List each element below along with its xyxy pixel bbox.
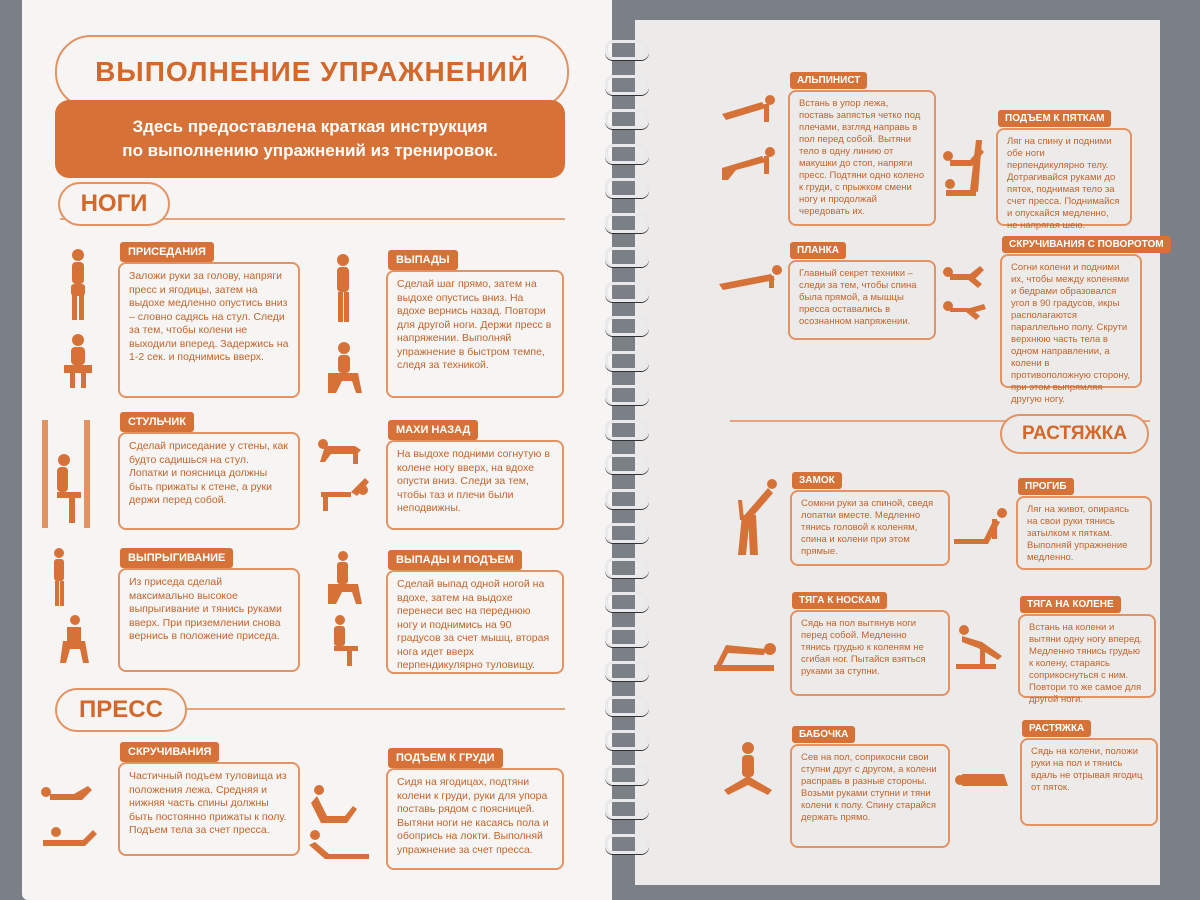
knee-chest-figure-icon <box>305 780 375 870</box>
climber-figure-icon <box>718 90 778 190</box>
stretch-exercise-title: РАСТЯЖКА <box>1022 720 1091 737</box>
spiral-coil <box>605 661 649 681</box>
spiral-coil <box>605 799 649 819</box>
knee-chest-description: Сидя на ягодицах, подтяни колени к груди, руки для упора поставь рядом с поясницей. Вытяни ноги не касаясь пола и обопрись на локти. Выполняй упражнение за счет пресса. <box>386 768 564 870</box>
spiral-coil <box>605 592 649 612</box>
toes-figure-icon <box>712 635 782 675</box>
spiral-coil <box>605 765 649 785</box>
spiral-coil <box>605 489 649 509</box>
spiral-coil <box>605 420 649 440</box>
heel-lift-title: ПОДЪЕМ К ПЯТКАМ <box>998 110 1111 127</box>
butterfly-description: Сев на пол, соприкосни свои ступни друг с другом, а колени расправь в разные стороны. Возьми руками ступни и тяни колени к полу. Спину старайся держать прямо. <box>790 744 950 848</box>
lunge-lift-title: ВЫПАДЫ И ПОДЪЕМ <box>388 550 522 570</box>
jump-figure-icon <box>45 545 95 670</box>
chair-title: СТУЛЬЧИК <box>120 412 194 432</box>
butterfly-title: БАБОЧКА <box>792 726 855 743</box>
spiral-coil <box>605 696 649 716</box>
bend-description: Ляг на живот, опираясь на свои руки тянись затылком к пяткам. Выполняй упражнение медленно. <box>1016 496 1152 570</box>
jump-description: Из приседа сделай максимально высокое выпрыгивание и тянись руками вверх. При приземлении снова вернись в положение приседа. <box>118 568 300 672</box>
spiral-coil <box>605 213 649 233</box>
kickbacks-description: На выдохе подними согнутую в колене ногу вверх, на вдохе опусти вниз. Следи за тем, чтобы таз и плечи были неподвижны. <box>386 440 564 530</box>
wall-sit-figure-icon <box>40 420 100 530</box>
spiral-binding <box>605 40 645 880</box>
plank-description: Главный секрет техники – следи за тем, чтобы спина была прямой, а мышцы пресса оставались в осознанном напряжении. <box>788 260 936 340</box>
spiral-coil <box>605 75 649 95</box>
plank-title: ПЛАНКА <box>790 242 846 259</box>
lock-figure-icon <box>728 470 780 560</box>
page-title: ВЫПОЛНЕНИЕ УПРАЖНЕНИЙ <box>55 35 569 109</box>
kickback-figure-icon <box>315 430 375 520</box>
kickbacks-title: МАХИ НАЗАД <box>388 420 478 440</box>
crunch-figure-icon <box>38 780 108 860</box>
spiral-coil <box>605 316 649 336</box>
bend-figure-icon <box>952 505 1012 545</box>
spiral-coil <box>605 523 649 543</box>
spiral-coil <box>605 109 649 129</box>
twist-description: Согни колени и подними их, чтобы между коленями и бедрами образовался угол в 90 градусов, икры располагаются параллельно полу. Скрути верхнюю часть тела в одном направлении, а колени в противоположную сторону, при этом выпрямляя другую ногу. <box>1000 254 1142 388</box>
heel-lift-figure-icon <box>940 130 992 220</box>
jump-title: ВЫПРЫГИВАНИЕ <box>120 548 233 568</box>
intro-line-2: по выполнению упражнений из тренировок. <box>122 141 498 160</box>
stretch-exercise-description: Сядь на колени, положи руки на пол и тянись вдаль не отрывая ягодиц от пяток. <box>1020 738 1158 826</box>
spiral-coil <box>605 282 649 302</box>
knee-pull-description: Встань на колени и вытяни одну ногу вперед. Медленно тянись грудью к колену, стараясь соприкоснуться с ним. Повтори то же самое для другой ноги. <box>1018 614 1156 698</box>
spiral-coil <box>605 247 649 267</box>
twist-figure-icon <box>940 260 992 330</box>
section-stretch: РАСТЯЖКА <box>1000 414 1149 454</box>
squat-figure-icon <box>58 245 98 395</box>
knee-chest-title: ПОДЪЕМ К ГРУДИ <box>388 748 503 768</box>
knee-pull-title: ТЯГА НА КОЛЕНЕ <box>1020 596 1121 613</box>
section-legs: НОГИ <box>58 182 170 226</box>
lunges-title: ВЫПАДЫ <box>388 250 458 270</box>
twist-title: СКРУЧИВАНИЯ С ПОВОРОТОМ <box>1002 236 1171 253</box>
lunges-description: Сделай шаг прямо, затем на выдохе опустись вниз. На вдохе вернись назад. Повтори для другой ноги. Держи пресс в напряжении. Выполняй упражнение в быстром темпе, следя за техникой. <box>386 270 564 398</box>
spiral-coil <box>605 627 649 647</box>
crunches-title: СКРУЧИВАНИЯ <box>120 742 219 762</box>
lunge-figure-icon <box>318 250 368 400</box>
climber-title: АЛЬПИНИСТ <box>790 72 867 89</box>
squats-title: ПРИСЕДАНИЯ <box>120 242 214 262</box>
crunches-description: Частичный подъем туловища из положения лежа. Средняя и нижняя часть спины должны быть постоянно прижаты к полу. Подъем тела за счет пресса. <box>118 762 300 856</box>
spiral-coil <box>605 454 649 474</box>
spiral-coil <box>605 351 649 371</box>
child-pose-figure-icon <box>952 760 1012 790</box>
spiral-coil <box>605 144 649 164</box>
heel-lift-description: Ляг на спину и подними обе ноги перпендикулярно телу. Дотрагивайся руками до пяток, поднимая тело за счет пресса. Поднимайся и опускайся медленно, не напрягая шею. <box>996 128 1132 226</box>
spiral-coil <box>605 834 649 854</box>
section-abs: ПРЕСС <box>55 688 187 732</box>
lunge-lift-description: Сделай выпад одной ногой на вдохе, затем на выдохе перенеси вес на переднюю ногу и поднимись на 90 градусов за счет мышц, вторая нога идет вверх перпендикулярно туловищу. <box>386 570 564 674</box>
spiral-coil <box>605 385 649 405</box>
squats-description: Заложи руки за голову, напряги пресс и ягодицы, затем на выдохе медленно опустись вниз – словно садясь на стул. Следи за тем, чтобы колени не выходили вперед. Задержись на 1-2 сек. и поднимись вверх. <box>118 262 300 398</box>
toes-title: ТЯГА К НОСКАМ <box>792 592 887 609</box>
plank-figure-icon <box>715 262 785 292</box>
spiral-coil <box>605 730 649 750</box>
bend-title: ПРОГИБ <box>1018 478 1074 495</box>
lock-title: ЗАМОК <box>792 472 842 489</box>
toes-description: Сядь на пол вытянув ноги перед собой. Медленно тянись грудью к коленям не сгибая ног. Пытайся взяться руками за ступни. <box>790 610 950 696</box>
intro-line-1: Здесь предоставлена краткая инструкция <box>132 117 488 136</box>
butterfly-figure-icon <box>718 740 778 800</box>
lock-description: Сомкни руки за спиной, сведя лопатки вместе. Медленно тянись головой к коленям, спина и колени при этом прямые. <box>790 490 950 566</box>
chair-description: Сделай приседание у стены, как будто садишься на стул. Лопатки и поясница должны быть прижаты к стене, а руки держи перед собой. <box>118 432 300 530</box>
spiral-coil <box>605 40 649 60</box>
intro-banner <box>55 100 565 178</box>
climber-description: Встань в упор лежа, поставь запястья четко под плечами, взгляд направь в пол перед собой. Вытяни тело в одну линию от макушки до стоп, напряги пресс. Подтяни одно колено к груди, с прыжком смени ногу и продолжай чередовать их. <box>788 90 936 226</box>
lunge-lift-figure-icon <box>318 548 368 668</box>
knee-pull-figure-icon <box>952 620 1012 670</box>
spiral-coil <box>605 178 649 198</box>
spiral-coil <box>605 558 649 578</box>
